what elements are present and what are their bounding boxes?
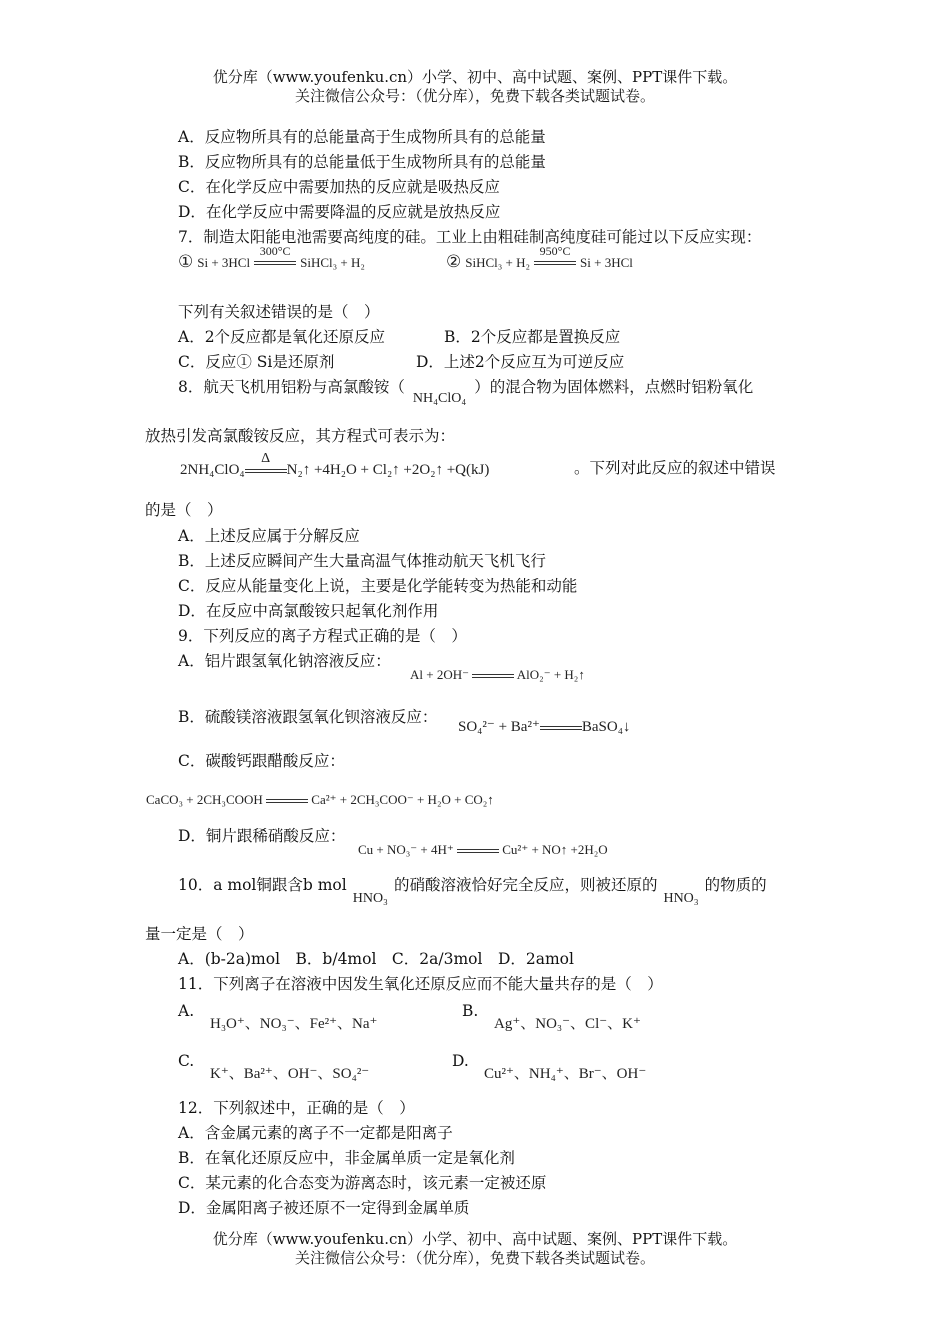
equals-arrow-icon [534,244,576,270]
q10-stem [178,875,767,906]
q10-stem-end: 的物质的 [704,876,767,894]
q8-equation-condition: Δ [261,450,271,466]
q8-option-d: D．在反应中高氯酸铵只起氧化剂作用 [178,602,439,620]
q9-option-b-equation [458,717,630,736]
q10-formula-2: HNO₃ [663,891,699,906]
footer-line-1: 优分库（www.youfenku.cn）小学、初中、高中试题、案例、PPT课件下载。 [212,1230,738,1248]
header-line-1: 优分库（www.youfenku.cn）小学、初中、高中试题、案例、PPT课件下载。 [212,68,738,86]
footer-line-2: 关注微信公众号：（优分库），免费下载各类试题试卷。 [294,1249,655,1267]
q8-equation [180,450,490,479]
equals-arrow-icon [245,450,287,478]
equals-arrow-icon [540,721,582,735]
q7-reaction-1-condition: 300°C [259,244,291,259]
q6-option-a: A．反应物所具有的总能量高于生成物所具有的总能量 [178,128,546,146]
q11-option-d-label: D. [452,1052,469,1070]
q9-option-c: C．碳酸钙跟醋酸反应： [178,752,345,770]
q10-formula-1: HNO₃ [352,891,388,906]
q7-reaction-1 [178,244,365,272]
q11-option-a: H₃O⁺、NO₃⁻、Fe²⁺、Na⁺ [210,1016,378,1032]
q9-option-d: D．铜片跟稀硝酸反应： [178,827,346,845]
q11-option-d: Cu²⁺、NH₄⁺、Br⁻、OH⁻ [484,1066,647,1082]
q7-reaction-2-condition: 950°C [539,244,571,259]
q12-option-b: B．在氧化还原反应中，非金属单质一定是氧化剂 [178,1149,515,1167]
q9-c-left: CaCO₃ + 2CH₃COOH [146,792,263,807]
q7-option-d: D．上述2个反应互为可逆反应 [416,353,625,371]
header-line-2: 关注微信公众号：（优分库），免费下载各类试题试卷。 [294,87,655,105]
q8-stem-2: 放热引发高氯酸铵反应，其方程式可表示为： [145,427,456,445]
q11-option-a-label: A. [178,1002,195,1020]
q10-stem-2: 量一定是（ ） [145,925,254,943]
q9-option-a-equation [410,667,585,683]
q9-c-right: Ca²⁺ + 2CH₃COO⁻ + H₂O + CO₂↑ [311,792,494,807]
equals-arrow-icon [457,844,499,858]
q11-option-c-label: C. [178,1052,195,1070]
q8-stem-4: 的是（ ） [145,501,223,519]
q6-option-d: D．在化学反应中需要降温的反应就是放热反应 [178,203,501,221]
q9-b-left: SO₄²⁻ + Ba²⁺ [458,719,540,735]
equals-arrow-icon [472,669,514,683]
q10-options: A．(b-2a)mol B．b/4mol C．2a/3mol D．2amol [178,950,574,968]
q9-stem: 9．下列反应的离子方程式正确的是（ ） [178,627,467,645]
q9-option-a: A．铝片跟氢氧化钠溶液反应： [178,652,391,670]
q8-option-c: C．反应从能量变化上说，主要是化学能转变为热能和动能 [178,577,578,595]
q12-stem: 12．下列叙述中，正确的是（ ） [178,1099,415,1117]
q7-reaction-2-right: Si + 3HCl [580,255,633,270]
q11-stem: 11．下列离子在溶液中因发生氧化还原反应而不能大量共存的是（ ） [178,975,663,993]
q8-option-a: A．上述反应属于分解反应 [178,527,360,545]
q7-reaction-1-mark: ① [178,252,194,271]
q10-stem-middle: 的硝酸溶液恰好完全反应，则被还原的 [393,876,658,894]
q7-option-b: B．2个反应都是置换反应 [444,328,621,346]
equals-arrow-icon [254,244,296,270]
q7-reaction-2-left: SiHCl₃ + H₂ [465,255,531,270]
q8-stem [178,377,754,406]
q7-option-a: A．2个反应都是氧化还原反应 [178,328,386,346]
q8-equation-right: N₂↑ +4H₂O + Cl₂↑ +2O₂↑ +Q(kJ) [286,462,490,478]
q7-option-c: C．反应① Si是还原剂 [178,353,335,371]
q9-a-left: Al + 2OH⁻ [410,667,469,682]
q12-option-d: D．金属阳离子被还原不一定得到金属单质 [178,1199,470,1217]
q7-reaction-2 [446,244,633,272]
equals-arrow-icon [266,794,308,808]
q8-equation-left: 2NH₄ClO₄ [180,462,245,478]
q9-b-right: BaSO₄↓ [581,719,631,735]
q10-stem-start: 10．a mol铜跟含b mol [178,876,347,894]
q11-option-c: K⁺、Ba²⁺、OH⁻、SO₄²⁻ [210,1066,370,1082]
q9-d-right: Cu²⁺ + NO↑ +2H₂O [502,842,608,857]
q9-option-d-equation [358,842,608,858]
q12-option-a: A．含金属元素的离子不一定都是阳离子 [178,1124,453,1142]
q8-formula: NH₄ClO₄ [412,391,467,406]
q6-option-c: C．在化学反应中需要加热的反应就是吸热反应 [178,178,500,196]
q9-option-b: B．硫酸镁溶液跟氢氧化钡溶液反应： [178,708,438,726]
q6-option-b: B．反应物所具有的总能量低于生成物所具有的总能量 [178,153,546,171]
q11-option-b: Ag⁺、NO₃⁻、Cl⁻、K⁺ [494,1016,641,1032]
q7-prompt: 下列有关叙述错误的是（ ） [178,303,380,321]
q8-option-b: B．上述反应瞬间产生大量高温气体推动航天飞机飞行 [178,552,546,570]
q9-d-left: Cu + NO₃⁻ + 4H⁺ [358,842,454,857]
q11-option-b-label: B. [462,1002,479,1020]
q9-option-c-equation [146,792,494,808]
q8-stem-3: 。下列对此反应的叙述中错误 [574,459,776,477]
q12-option-c: C．某元素的化合态变为游离态时，该元素一定被还原 [178,1174,547,1192]
q7-reaction-1-left: Si + 3HCl [197,255,251,270]
q8-stem-end: ）的混合物为固体燃料，点燃时铝粉氧化 [474,378,754,396]
q8-stem-start: 8．航天飞机用铝粉与高氯酸铵（ [178,378,405,396]
q9-a-right: AlO₂⁻ + H₂↑ [516,667,585,682]
q7-stem: 7．制造太阳能电池需要高纯度的硅。工业上由粗硅制高纯度硅可能过以下反应实现： [178,228,762,246]
q7-reaction-2-mark: ② [446,252,462,271]
q7-reaction-1-right: SiHCl₃ + H₂ [300,255,365,270]
